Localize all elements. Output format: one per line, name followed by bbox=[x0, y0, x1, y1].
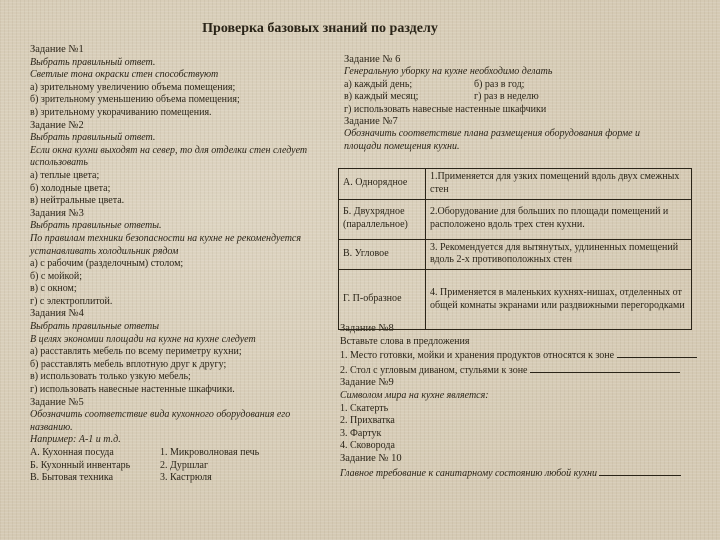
matching-pair bbox=[30, 460, 335, 473]
table-row bbox=[339, 270, 692, 330]
layout-type: Г. П-образное bbox=[339, 270, 426, 330]
right-column-top bbox=[344, 54, 694, 153]
page-title: Проверка базовых знаний по разделу bbox=[202, 21, 438, 36]
fill-in-line bbox=[340, 466, 700, 481]
task-instruction: Выбрать правильные ответы bbox=[30, 321, 159, 333]
task-instruction: Генеральную уборку на кухне необходимо делать bbox=[344, 66, 553, 78]
layout-type: А. Однорядное bbox=[339, 169, 426, 200]
answer-option: 2. Прихватка bbox=[340, 415, 395, 427]
table-row bbox=[339, 239, 692, 270]
answer-option: г) с электроплитой. bbox=[30, 295, 113, 307]
equipment-item: 3. Кастрюля bbox=[160, 472, 212, 484]
task-heading: Задание № 6 bbox=[344, 54, 401, 65]
task-instruction: Светлые тона окраски стен способствуют bbox=[30, 69, 219, 81]
answer-option: а) теплые цвета; bbox=[30, 169, 100, 181]
option-text: б) раз в год; bbox=[474, 78, 525, 90]
task-instruction: Выбрать правильный ответ. bbox=[30, 56, 156, 68]
layout-description: 1.Применяется для узких помещений вдоль двух смежных стен bbox=[426, 169, 692, 200]
task-heading: Задание №5 bbox=[30, 396, 84, 408]
question-text: 1. Место готовки, мойки и хранения продуктов относятся к зоне bbox=[340, 350, 617, 362]
task-instruction: Символом мира на кухне является: bbox=[340, 389, 489, 401]
answer-blank[interactable] bbox=[599, 466, 681, 476]
answer-blank[interactable] bbox=[617, 348, 697, 358]
option-pair bbox=[344, 79, 694, 91]
option-text: а) каждый день; bbox=[344, 78, 413, 90]
fill-in-line bbox=[340, 363, 700, 378]
question-text: 2. Стол с угловым диваном, стульями к зоне bbox=[340, 364, 530, 376]
equipment-item: 1. Микроволновая печь bbox=[160, 447, 260, 458]
table-row bbox=[339, 199, 692, 239]
answer-option: 1. Скатерть bbox=[340, 402, 389, 414]
task-instruction: Выбрать правильные ответы. bbox=[30, 220, 162, 232]
task-heading: Задание №9 bbox=[340, 377, 394, 389]
answer-option: Вставьте слова в предложения bbox=[340, 335, 470, 347]
answer-option: в) нейтральные цвета. bbox=[30, 195, 125, 207]
task-heading: Задание №8 bbox=[340, 323, 394, 334]
task-instruction: устанавливать холодильник рядом bbox=[30, 245, 179, 257]
left-column bbox=[30, 44, 335, 485]
answer-option: а) зрительному увеличению объема помещения; bbox=[30, 81, 236, 93]
task-instruction: площади помещения кухни. bbox=[344, 140, 460, 152]
fill-in-line bbox=[340, 348, 700, 363]
answer-option: в) зрительному укорачиванию помещения. bbox=[30, 106, 212, 118]
matching-pair bbox=[30, 472, 335, 485]
answer-option: б) зрительному уменьшению объема помещения; bbox=[30, 94, 240, 106]
task-heading: Задание №1 bbox=[30, 44, 84, 55]
task-instruction: Обозначить соответствие плана размещения оборудования форме и bbox=[344, 128, 641, 140]
question-text: Главное требование к санитарному состоянию любой кухни bbox=[340, 467, 600, 479]
matching-pair bbox=[30, 447, 335, 460]
option-text: в) каждый месяц; bbox=[344, 91, 419, 103]
option-pair bbox=[344, 91, 694, 103]
task-heading: Задания №3 bbox=[30, 207, 84, 219]
layout-description: 3. Рекомендуется для вытянутых, удлиненных помещений вдоль 2-х противоположных стен bbox=[426, 239, 692, 270]
answer-option: 4. Сковорода bbox=[340, 440, 395, 452]
answer-option: в) использовать только узкую мебель; bbox=[30, 371, 191, 383]
answer-option: г) использовать навесные настенные шкафчики. bbox=[30, 384, 235, 396]
task-instruction: Обозначить соответствие вида кухонного оборудования его bbox=[30, 409, 291, 421]
equipment-item: 2. Дуршлаг bbox=[160, 459, 209, 471]
answer-option: б) расставлять мебель вплотную друг к другу; bbox=[30, 358, 227, 370]
equipment-type: А. Кухонная посуда bbox=[30, 447, 114, 458]
answer-option: б) холодные цвета; bbox=[30, 182, 111, 194]
task-instruction: В целях экономии площади на кухне на кухне следует bbox=[30, 333, 256, 345]
answer-option: в) с окном; bbox=[30, 283, 77, 295]
table-row bbox=[339, 169, 692, 200]
task-instruction: По правилам техники безопасности на кухне не рекомендуется bbox=[30, 232, 301, 244]
answer-option: г) использовать навесные настенные шкафчики bbox=[344, 103, 547, 115]
right-column-bottom bbox=[340, 323, 700, 480]
task-instruction: названию. bbox=[30, 421, 73, 433]
answer-option: 3. Фартук bbox=[340, 427, 382, 439]
equipment-type: Б. Кухонный инвентарь bbox=[30, 459, 131, 471]
equipment-type: В. Бытовая техника bbox=[30, 472, 114, 484]
task7-matching-table bbox=[338, 168, 692, 330]
layout-description: 2.Оборудование для больших по площади помещений и расположено вдоль трех стен кухни. bbox=[426, 199, 692, 239]
option-text: г) раз в неделю bbox=[474, 91, 539, 103]
layout-description: 4. Применяется в маленьких кухнях-нишах, отделенных от общей комнаты экранами или раздвижными перегородками bbox=[426, 270, 692, 330]
task-instruction: Выбрать правильный ответ. bbox=[30, 132, 156, 144]
task-instruction: Например: А-1 и т.д. bbox=[30, 434, 121, 446]
task-instruction: использовать bbox=[30, 157, 88, 169]
task-instruction: Если окна кухни выходят на север, то для отделки стен следует bbox=[30, 144, 308, 156]
task-heading: Задание №2 bbox=[30, 119, 84, 131]
layout-type: Б. Двухрядное (параллельное) bbox=[339, 199, 426, 239]
answer-blank[interactable] bbox=[530, 363, 680, 373]
answer-option: а) с рабочим (разделочным) столом; bbox=[30, 258, 184, 270]
task-heading: Задание № 10 bbox=[340, 452, 402, 464]
task-heading: Задания №4 bbox=[30, 308, 84, 320]
task-heading: Задание №7 bbox=[344, 116, 398, 128]
answer-option: б) с мойкой; bbox=[30, 270, 83, 282]
layout-type: В. Угловое bbox=[339, 239, 426, 270]
answer-option: а) расставлять мебель по всему периметру кухни; bbox=[30, 346, 242, 358]
